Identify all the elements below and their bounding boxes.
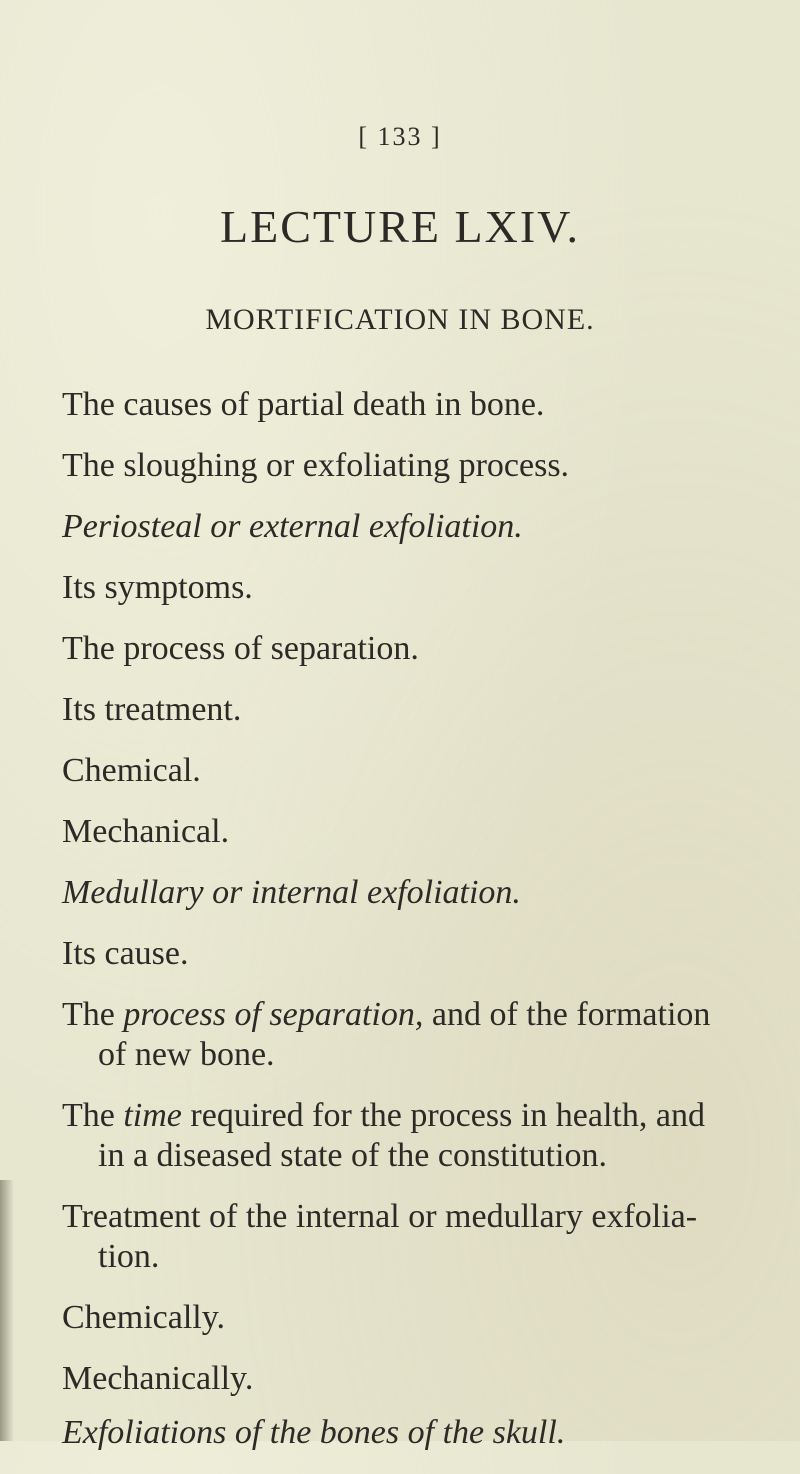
contents-entry: Mechanical. — [62, 813, 230, 850]
entry-text: Treatment of the internal or medullary exfolia- — [62, 1198, 698, 1235]
contents-list — [62, 385, 762, 1474]
page-edge-shadow — [0, 1180, 14, 1441]
contents-entry: Its treatment. — [62, 691, 242, 728]
contents-entry — [62, 1096, 762, 1176]
entry-emphasis: process of separation, — [123, 996, 424, 1033]
contents-entry — [62, 1197, 762, 1277]
entry-text: required for the process in health, and — [181, 1097, 705, 1134]
contents-entry: Chemically. — [62, 1299, 226, 1336]
contents-entry: The process of separation. — [62, 630, 419, 667]
entry-emphasis: time — [123, 1097, 182, 1134]
entry-text: The — [62, 996, 124, 1033]
contents-entry — [62, 995, 762, 1075]
entry-continuation: of new bone. — [98, 1036, 275, 1073]
contents-entry: Its cause. — [62, 935, 189, 972]
entry-continuation: in a diseased state of the constitution. — [98, 1137, 607, 1174]
contents-entry: The causes of partial death in bone. — [62, 386, 545, 423]
entry-text: and of the formation — [423, 996, 711, 1033]
entry-text: The — [62, 1097, 124, 1134]
lecture-title: LECTURE LXIV. — [220, 201, 580, 252]
contents-entry: The sloughing or exfoliating process. — [62, 447, 570, 484]
contents-entry: Medullary or internal exfoliation. — [62, 874, 521, 911]
contents-entry: Periosteal or external exfoliation. — [62, 508, 523, 545]
page-number: [ 133 ] — [358, 122, 442, 151]
contents-entry: Mechanically. — [62, 1360, 254, 1397]
entry-continuation: tion. — [98, 1238, 160, 1275]
contents-entry: Its symptoms. — [62, 569, 253, 606]
lecture-subject: MORTIFICATION IN BONE. — [205, 303, 595, 336]
contents-entry: Exfoliations of the bones of the skull. — [62, 1414, 566, 1451]
contents-entry: Chemical. — [62, 752, 201, 789]
